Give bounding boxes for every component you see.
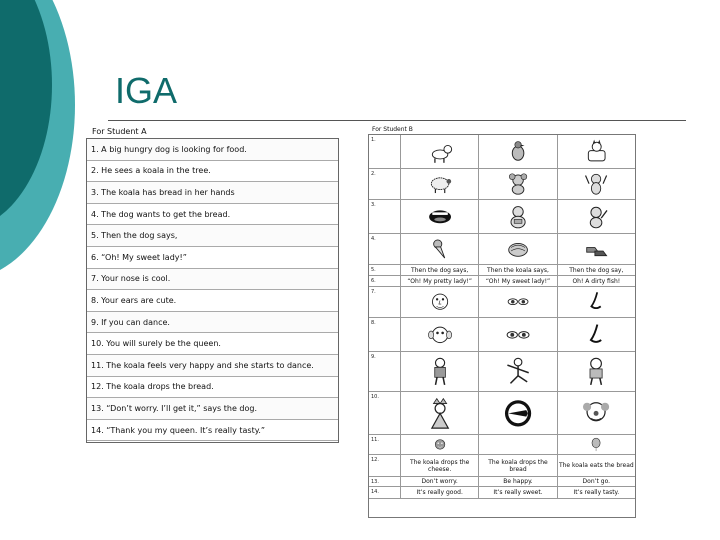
phrase-cell: Don’t worry. (401, 477, 479, 486)
picture-cell (401, 200, 479, 233)
picture-row (369, 135, 635, 169)
sentence-row: 4. The dog wants to get the bread. (87, 204, 338, 226)
picture-cell (479, 435, 557, 454)
phrase-cell: Don’t go. (582, 478, 611, 485)
kid-icon (569, 356, 623, 386)
picture-cell (558, 318, 635, 351)
koala-reaching-icon (569, 204, 623, 230)
picture-cell (479, 287, 557, 317)
phrase-cell: It’s really tasty. (573, 489, 620, 496)
phrase-cell: “Oh! My sweet lady!” (479, 276, 557, 286)
picture-cell (558, 352, 635, 391)
picture-cell (479, 318, 557, 351)
picture-cell (401, 234, 479, 264)
row-number: 10. (369, 392, 401, 434)
cat-icon (569, 139, 623, 165)
picture-cell (558, 200, 635, 233)
face-icon (413, 437, 467, 452)
phrase-cell: “Oh! My pretty lady!” (401, 276, 479, 286)
picture-cell (401, 352, 479, 391)
row-number: 9. (369, 352, 401, 391)
picture-cell (479, 392, 557, 434)
sentence-row: 11. The koala feels very happy and she starts to dance. (87, 355, 338, 377)
sentence-row: 5. Then the dog says, (87, 225, 338, 247)
student-b-table (368, 134, 636, 518)
student-a-heading: For Student A (92, 127, 147, 136)
phrase-cell: It’s really sweet. (479, 487, 557, 498)
phrase-cell: Then the dog say, (569, 266, 624, 274)
row-number: 2. (369, 169, 401, 199)
student-b-sheet (368, 126, 636, 518)
student-b-heading: For Student B (372, 126, 413, 133)
row-number: 3. (369, 200, 401, 233)
nose-icon (569, 290, 623, 313)
dog-icon (413, 139, 467, 165)
plane-badge-icon (491, 397, 545, 430)
picture-row (369, 455, 635, 477)
ice-cream-icon (413, 237, 467, 260)
picture-cell (558, 234, 635, 264)
koala-icon (491, 172, 545, 195)
queen-icon (413, 397, 467, 430)
sentence-row: 2. He sees a koala in the tree. (87, 161, 338, 183)
mouth-icon (413, 204, 467, 230)
eyes-icon (491, 290, 545, 313)
phrase-cell: It’s really good. (401, 487, 479, 498)
row-number: 14. (369, 487, 401, 498)
picture-row (369, 265, 635, 276)
sentence-row: 3. The koala has bread in her hands (87, 182, 338, 204)
sentence-row: 13. “Don’t worry. I’ll get it,” says the dog. (87, 398, 338, 420)
student-a-sheet (86, 126, 341, 444)
clown-icon (569, 397, 623, 430)
row-number: 4. (369, 234, 401, 264)
blank-icon (491, 437, 545, 452)
face-ears-icon (413, 322, 467, 348)
phrase-cell: Then the dog says, (401, 265, 479, 275)
picture-cell (401, 392, 479, 434)
boy-icon (413, 356, 467, 386)
phrase-cell: Be happy. (479, 477, 557, 486)
picture-row (369, 200, 635, 234)
picture-row (369, 392, 635, 435)
picture-row (369, 318, 635, 352)
picture-cell (479, 234, 557, 264)
picture-cell (479, 135, 557, 168)
picture-row (369, 487, 635, 499)
dancer-icon (491, 356, 545, 386)
picture-cell (558, 435, 635, 454)
picture-cell (558, 287, 635, 317)
bread-icon (491, 237, 545, 260)
eyes-icon (491, 322, 545, 348)
picture-row (369, 352, 635, 392)
koala-sitting-icon (491, 204, 545, 230)
sentence-row: 6. “Oh! My sweet lady!” (87, 247, 338, 269)
picture-row (369, 435, 635, 455)
phrase-cell: Then the koala says, (479, 265, 557, 275)
row-number: 13. (369, 477, 401, 486)
row-number: 6. (369, 276, 401, 286)
sheep-icon (413, 172, 467, 195)
row-number: 1. (369, 135, 401, 168)
picture-row (369, 477, 635, 487)
sentence-row: 1. A big hungry dog is looking for food. (87, 139, 338, 161)
picture-cell (558, 135, 635, 168)
sentence-row: 9. If you can dance. (87, 312, 338, 334)
face-nose-icon (413, 290, 467, 313)
row-number: 8. (369, 318, 401, 351)
shoes-icon (569, 237, 623, 260)
picture-cell (479, 352, 557, 391)
picture-cell (558, 169, 635, 199)
phrase-cell: Oh! A dirty fish! (572, 277, 621, 285)
title-divider (108, 120, 686, 121)
picture-row (369, 234, 635, 265)
row-number: 5. (369, 265, 401, 275)
picture-row (369, 169, 635, 200)
slide-title: IGA (115, 70, 178, 111)
sentence-row: 7. Your nose is cool. (87, 269, 338, 291)
bird-icon (491, 139, 545, 165)
picture-cell (401, 318, 479, 351)
student-a-table (86, 138, 339, 443)
nose-icon (569, 322, 623, 348)
phrase-cell: The koala drops the bread (479, 455, 557, 476)
picture-cell (401, 169, 479, 199)
picture-cell (401, 435, 479, 454)
phrase-cell: The koala drops the cheese. (401, 455, 479, 476)
picture-row (369, 276, 635, 287)
sentence-row: 12. The koala drops the bread. (87, 377, 338, 399)
sentence-row: 8. Your ears are cute. (87, 290, 338, 312)
picture-cell (558, 392, 635, 434)
picture-cell (479, 200, 557, 233)
phrase-cell: The koala eats the bread (558, 462, 634, 469)
row-number: 11. (369, 435, 401, 454)
sentence-row: 14. “Thank you my queen. It’s really tasty.” (87, 420, 338, 442)
picture-cell (479, 169, 557, 199)
picture-row (369, 287, 635, 318)
koala-hanging-icon (569, 172, 623, 195)
row-number: 12. (369, 455, 401, 476)
picture-cell (401, 287, 479, 317)
picture-cell (401, 135, 479, 168)
row-number: 7. (369, 287, 401, 317)
sentence-row: 10. You will surely be the queen. (87, 333, 338, 355)
balloon-icon (569, 437, 623, 452)
